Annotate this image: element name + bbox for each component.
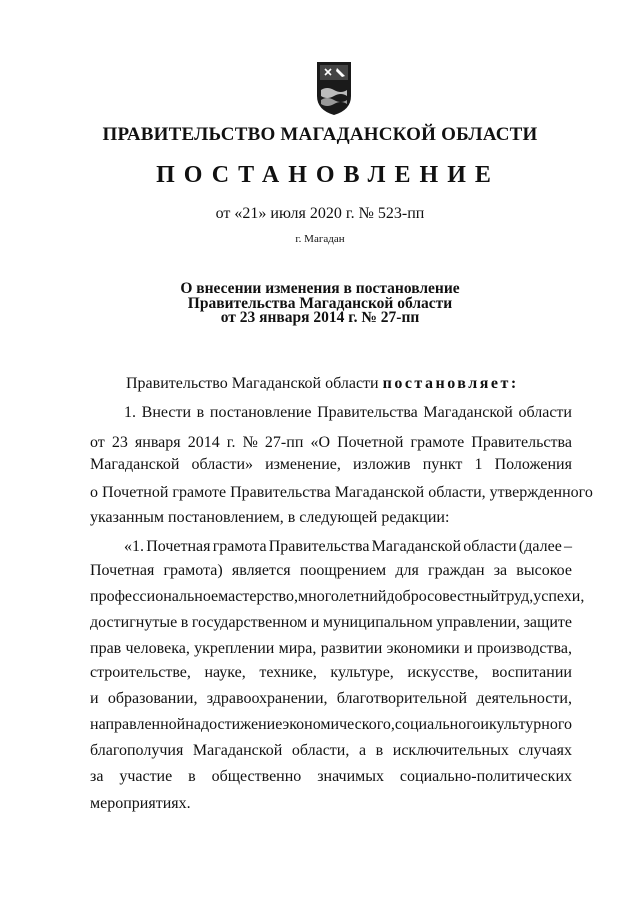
word: граждан: [428, 562, 485, 579]
word: добросовестный: [386, 588, 500, 605]
word: на: [185, 716, 201, 733]
word: Магаданской: [371, 538, 462, 555]
word: мира,: [278, 640, 317, 657]
word: Внести: [141, 404, 192, 421]
government-name: ПРАВИТЕЛЬСТВО МАГАДАНСКОЙ ОБЛАСТИ: [102, 124, 538, 145]
word: 1.: [124, 404, 136, 421]
word: Магаданской: [90, 456, 180, 473]
word: а: [358, 742, 367, 759]
word: грамота): [163, 562, 223, 579]
word: искусстве,: [407, 664, 479, 681]
quote-line: [90, 588, 585, 606]
word: направленной: [90, 716, 186, 733]
word: и: [90, 690, 99, 707]
word: в: [375, 742, 384, 759]
preamble-decree-word: постановляет:: [382, 375, 519, 392]
word: за: [90, 768, 104, 785]
word: для: [395, 562, 419, 579]
word: и: [464, 640, 473, 657]
word: культурного: [488, 716, 572, 733]
word: исключительных: [392, 742, 509, 759]
quote-line: [90, 640, 572, 658]
word: многолетний: [298, 588, 387, 605]
word: поощрением: [299, 562, 387, 579]
word: г.: [226, 434, 236, 451]
quote-line: [90, 562, 572, 580]
word: «О: [310, 434, 330, 451]
word: Почетная: [90, 562, 155, 579]
word: общественно: [211, 768, 302, 785]
word: воспитании: [491, 664, 572, 681]
subject-line: О внесении изменения в постановление: [180, 280, 460, 297]
subject-line: Правительства Магаданской области: [187, 294, 453, 312]
quote-line: [124, 538, 572, 556]
document-city: г. Магадан: [295, 233, 345, 245]
word: и: [310, 614, 320, 631]
word: достижение: [200, 716, 283, 733]
preamble-text: Правительство Магаданской области: [126, 375, 379, 392]
word: науке,: [204, 664, 246, 681]
word: культуре,: [330, 664, 394, 681]
word: образовании,: [107, 690, 198, 707]
word: 27-пп: [264, 434, 304, 451]
word: за: [493, 562, 508, 579]
quote-line: [90, 742, 572, 760]
word: в: [188, 768, 196, 785]
paragraph-line: указанным постановлением, в следующей редакции:: [90, 509, 450, 526]
magadan-coat-of-arms-icon: [315, 60, 353, 116]
quote-line: [90, 690, 572, 708]
paragraph-line: [90, 456, 572, 474]
word: строительстве,: [90, 664, 191, 681]
preamble: [126, 375, 519, 393]
word: благотворительной: [336, 690, 468, 707]
quote-line: [90, 716, 572, 734]
word: социального: [394, 716, 481, 733]
paragraph-line: [124, 404, 572, 422]
word: 1: [474, 456, 483, 473]
paragraph-line: [90, 434, 572, 452]
word: случаях: [518, 742, 572, 759]
word: Правительства: [471, 434, 572, 451]
word: изложив: [352, 456, 411, 473]
word: участие: [119, 768, 173, 785]
word: труд,: [499, 588, 534, 605]
document-subject: [0, 282, 640, 326]
word: благополучия: [90, 742, 184, 759]
word: высокое: [516, 562, 572, 579]
quote-line: [90, 664, 572, 682]
word: значимых: [317, 768, 385, 785]
document-date-number: от «21» июля 2020 г. № 523-пп: [215, 205, 425, 222]
word: –: [564, 538, 572, 555]
word: профессиональное: [90, 588, 219, 605]
word: области»: [191, 456, 253, 473]
word: в: [196, 404, 205, 421]
word: изменение,: [265, 456, 341, 473]
word: мастерство,: [218, 588, 298, 605]
word: технике,: [259, 664, 317, 681]
word: Правительства: [317, 404, 418, 421]
word: «1.: [124, 538, 144, 555]
word: грамота: [212, 538, 267, 555]
word: грамоте: [410, 434, 465, 451]
subject-line: от 23 января 2014 г. № 27-пп: [220, 309, 420, 326]
word: человека,: [125, 640, 190, 657]
quote-line: [90, 768, 572, 786]
word: 23: [111, 434, 128, 451]
word: области: [463, 538, 517, 555]
word: управлении,: [436, 614, 521, 631]
word: Положения: [494, 456, 572, 473]
word: в: [180, 614, 189, 631]
word: государственном: [191, 614, 308, 631]
word: и: [480, 716, 489, 733]
word: пункт: [422, 456, 463, 473]
word: 2014: [187, 434, 220, 451]
word: здравоохранении,: [206, 690, 328, 707]
word: экономического,: [282, 716, 395, 733]
quote-line: мероприятиях.: [90, 795, 191, 812]
word: успехи,: [533, 588, 585, 605]
word: укреплении: [194, 640, 275, 657]
quote-line: [90, 614, 572, 632]
word: (далее: [518, 538, 562, 555]
word: области,: [291, 742, 350, 759]
word: производства,: [476, 640, 572, 657]
word: №: [242, 434, 258, 451]
word: достигнутые: [90, 614, 178, 631]
word: является: [231, 562, 291, 579]
word: развитии: [320, 640, 383, 657]
word: муниципальном: [322, 614, 433, 631]
word: Почетной: [337, 434, 404, 451]
paragraph-line: о Почетной грамоте Правительства Магаданской области, утвержденного: [90, 484, 593, 501]
word: Магаданской: [423, 404, 513, 421]
word: экономики: [386, 640, 460, 657]
word: социально-политических: [399, 768, 572, 785]
word: защите: [523, 614, 572, 631]
word: прав: [90, 640, 122, 657]
document-type-title: ПОСТАНОВЛЕНИЕ: [156, 162, 500, 188]
word: деятельности,: [476, 690, 572, 707]
word: Почетная: [146, 538, 211, 555]
word: Магаданской: [192, 742, 283, 759]
word: области: [518, 404, 572, 421]
word: января: [134, 434, 181, 451]
word: Правительства: [268, 538, 370, 555]
word: постановление: [209, 404, 312, 421]
word: от: [90, 434, 105, 451]
